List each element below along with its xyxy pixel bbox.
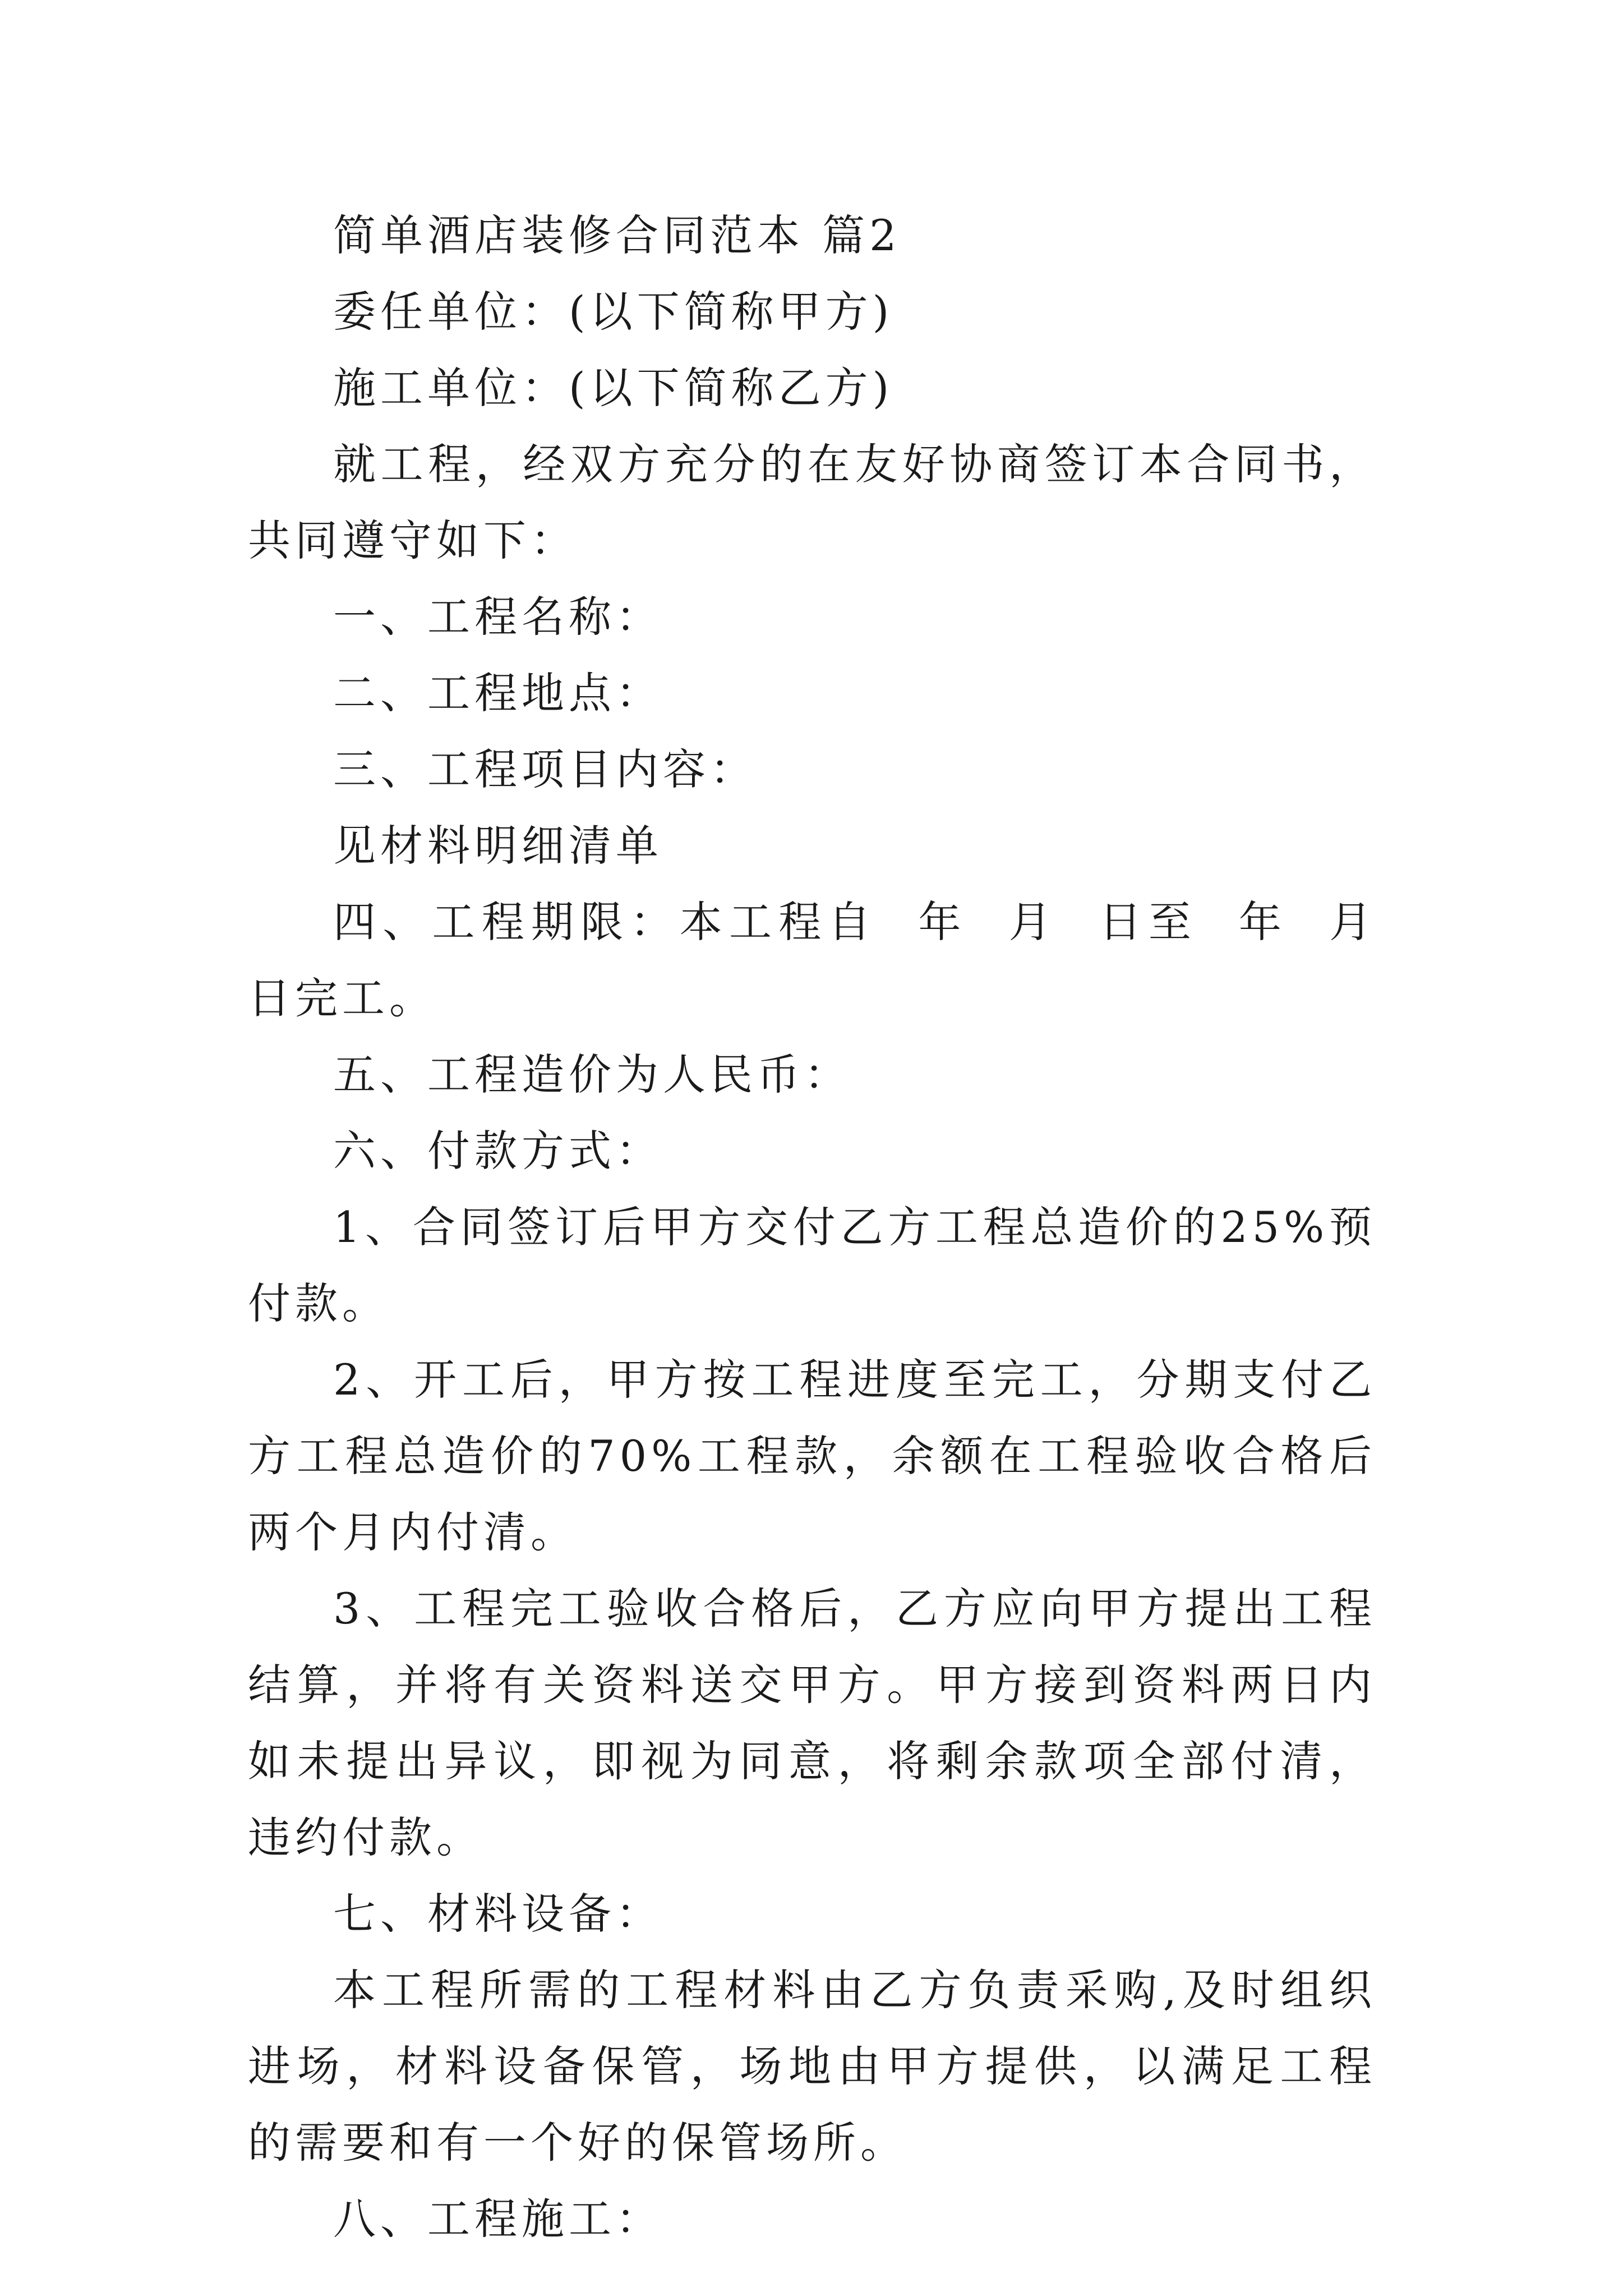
clause-project-period: 四、工程期限：本工程自 年 月 日至 年 月 日完工。 — [248, 897, 1413, 1023]
payment-item-2: 2、开工后，甲方按工程进度至完工，分期支付乙方工程总造价的70%工程款，余额在工程验收合格后两个月内付清。 — [248, 1355, 1376, 1557]
client-party-line: 委任单位：(以下简称甲方) — [333, 287, 894, 337]
document-title: 简单酒店装修合同范本 篇2 — [333, 210, 901, 260]
clause-materials-equipment: 七、材料设备： — [333, 1889, 663, 1939]
clause-project-name: 一、工程名称： — [333, 592, 663, 642]
clause-project-content: 三、工程项目内容： — [333, 744, 757, 794]
payment-item-1: 1、合同签订后甲方交付乙方工程总造价的25%预付款。 — [248, 1202, 1376, 1328]
contractor-party-line: 施工单位：(以下简称乙方) — [333, 363, 894, 413]
preamble-paragraph: 就工程，经双方充分的在友好协商签订本合同书，共同遵守如下： — [248, 439, 1376, 565]
materials-list-note: 见材料明细清单 — [333, 821, 663, 871]
materials-paragraph: 本工程所需的工程材料由乙方负责采购,及时组织进场，材料设备保管，场地由甲方提供，以满足工程的需要和有一个好的保管场所。 — [248, 1965, 1376, 2168]
clause-project-cost: 五、工程造价为人民币： — [333, 1050, 851, 1099]
clause-project-location: 二、工程地点： — [333, 668, 663, 718]
document-body — [248, 197, 1413, 2257]
payment-item-3: 3、工程完工验收合格后，乙方应向甲方提出工程结算，并将有关资料送交甲方。甲方接到资料两日内如未提出异议，即视为同意，将剩余款项全部付清，违约付款。 — [248, 1584, 1376, 1862]
clause-construction: 八、工程施工： — [333, 2194, 663, 2244]
clause-payment-method: 六、付款方式： — [333, 1126, 663, 1176]
